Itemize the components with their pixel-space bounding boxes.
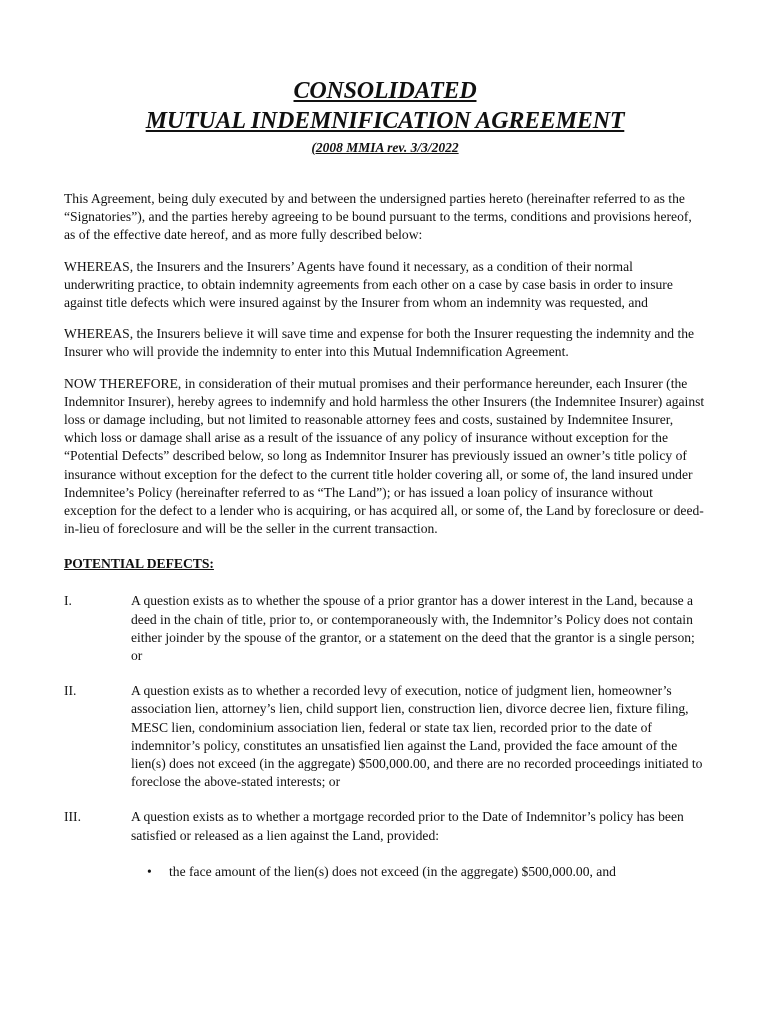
document-title-line2: MUTUAL INDEMNIFICATION AGREEMENT	[145, 108, 625, 134]
defect-text: A question exists as to whether a mortgage recorded prior to the Date of Indemnitor’s policy has been satisfied or released as a lien against the Land, provided:	[131, 809, 684, 843]
whereas-paragraph-2: WHEREAS, the Insurers believe it will save time and expense for both the Insurer requesting the indemnity and the Insurer who will provide the indemnity to enter into this Mutual Indemnification Agreement.	[64, 326, 695, 360]
document-title-line1: CONSOLIDATED	[293, 78, 477, 104]
defect-text: A question exists as to whether the spouse of a prior grantor has a dower interest in the Land, because a deed in the chain of title, prior to, or contemporaneously with, the Indemnitor’s Policy does not contain either joinder by the spouse of the grantor, or a statement on the deed that the grantor is a single person; or	[131, 593, 695, 664]
defect-number: I.	[64, 593, 72, 609]
document-page	[64, 76, 706, 881]
document-subtitle: (2008 MMIA rev. 3/3/2022	[311, 140, 459, 155]
bullet-text: the face amount of the lien(s) does not exceed (in the aggregate) $500,000.00, and	[169, 863, 616, 879]
whereas-paragraph-1: WHEREAS, the Insurers and the Insurers’ Agents have found it necessary, as a condition of their normal underwriting practice, to obtain indemnity agreements from each other on a case by case basis in order to insure against title defects which were insured against by the Insurer from whom an indemnity was requested, and	[64, 258, 673, 311]
defect-number: III.	[64, 809, 81, 825]
defect-item-3	[64, 808, 706, 844]
defect-item-1	[64, 592, 706, 665]
defect-text: A question exists as to whether a recorded levy of execution, notice of judgment lien, homeowner’s association lien, attorney’s lien, child support lien, construction lien, divorce decree lien, fixture filing, MESC lien, condominium association lien, federal or state tax lien, recorded prior to the date of indemnitor’s policy, constitutes an unsatisfied lien against the Land, provided the face amount of the lien(s) does not exceed (in the aggregate) $500,000.00, and there are no recorded proceedings initiated to foreclose the above-stated interests; or	[131, 683, 703, 790]
bullet-item-1	[147, 863, 706, 881]
bullet-icon: •	[147, 863, 152, 879]
defect-number: II.	[64, 683, 77, 699]
now-therefore-paragraph: NOW THEREFORE, in consideration of their mutual promises and their performance hereunder, each Insurer (the Indemnitor Insurer), hereby agrees to indemnify and hold harmless the other Insurers (the Indemnitee Insurer) against loss or damage including, but not limited to reasonable attorney fees and costs, sustained by Indemnitee Insurer, which loss or damage shall arise as a result of the issuance of any policy of insurance without exception for the “Potential Defects” described below, so long as Indemnitor Insurer has previously issued an owner’s title policy of insurance without exception for the defect to the current title holder covering all, or some of, the land insured under Indemnitee’s Policy (hereinafter referred to as “The Land”); or has issued a loan policy of insurance without exception for the defect to a lender who is acquiring, or has acquired all, or some of, the Land by foreclosure or deed-in-lieu of foreclosure and will be the seller in the current transaction.	[64, 375, 705, 537]
potential-defects-heading: POTENTIAL DEFECTS:	[64, 556, 214, 572]
intro-paragraph: This Agreement, being duly executed by and between the undersigned parties hereto (hereinafter referred to as the “Signatories”), and the parties hereby agreeing to be bound pursuant to the terms, conditions and provisions hereof, as of the effective date hereof, and as more fully described below:	[64, 191, 692, 243]
defect-item-2	[64, 682, 706, 791]
